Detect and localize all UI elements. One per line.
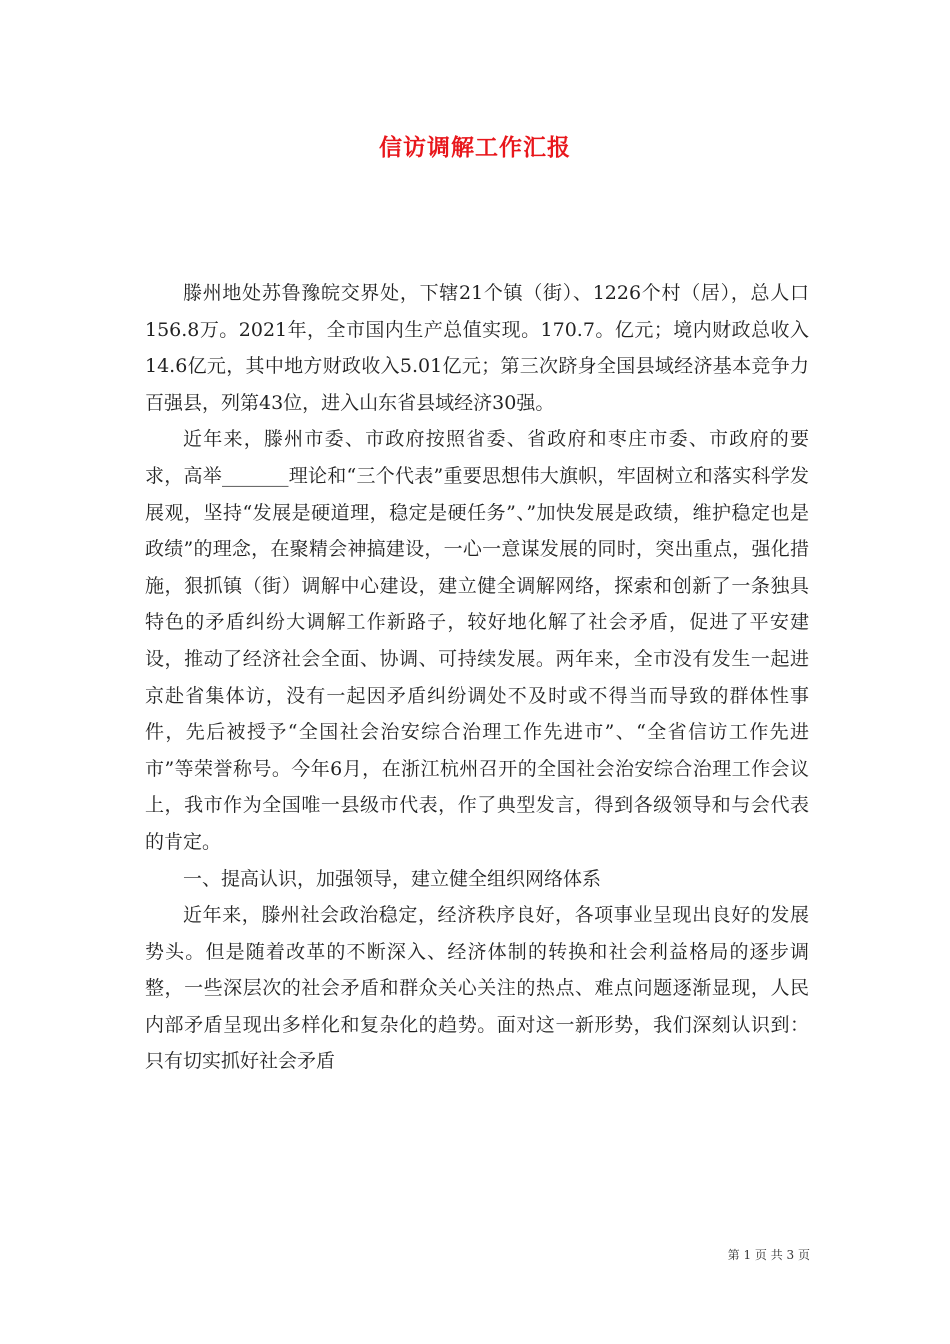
- paragraph-achievements: 近年来，滕州市委、市政府按照省委、省政府和枣庄市委、市政府的要求，高举_______理论和“三个代表”重要思想伟大旗帜，牢固树立和落实科学发展观，坚持“发展是硬道理，稳定是硬任务”、”加快发展是政绩，维护稳定也是政绩”的理念，在聚精会神搞建设，一心一意谋发展的同时，突出重点，强化措施，狠抓镇（街）调解中心建设，建立健全调解网络，探索和创新了一条独具特色的矛盾纠纷大调解工作新路子，较好地化解了社会矛盾，促进了平安建设，推动了经济社会全面、协调、可持续发展。两年来，全市没有发生一起进京赴省集体访，没有一起因矛盾纠纷调处不及时或不得当而导致的群体性事件，先后被授予“全国社会治安综合治理工作先进市”、“全省信访工作先进市”等荣誉称号。今年6月，在浙江杭州召开的全国社会治安综合治理工作会议上，我市作为全国唯一县级市代表，作了典型发言，得到各级领导和与会代表的肯定。: [145, 428, 809, 853]
- paragraph-intro: 滕州地处苏鲁豫皖交界处，下辖21个镇（街）、1226个村（居），总人口156.8万。2021年，全市国内生产总值实现。170.7。亿元；境内财政总收入14.6亿元，其中地方财政收入5.01亿元；第三次跻身全国县域经济基本竞争力百强县，列第43位，进入山东省县域经济30强。: [145, 282, 809, 414]
- section-heading: 一、提高认识，加强领导，建立健全组织网络体系: [183, 867, 602, 890]
- paragraph-section-1: 近年来，滕州社会政治稳定，经济秩序良好，各项事业呈现出良好的发展势头。但是随着改革的不断深入、经济体制的转换和社会利益格局的逐步调整，一些深层次的社会矛盾和群众关心关注的热点、难点问题逐渐显现，人民内部矛盾呈现出多样化和复杂化的趋势。面对这一新形势，我们深刻认识到：只有切实抓好社会矛盾: [145, 904, 809, 1073]
- page-number-label: 第 1 页 共 3 页: [727, 1248, 810, 1262]
- page-footer: [680, 1247, 810, 1263]
- document-title: 信访调解工作汇报: [379, 134, 571, 161]
- document-body: [145, 275, 809, 1080]
